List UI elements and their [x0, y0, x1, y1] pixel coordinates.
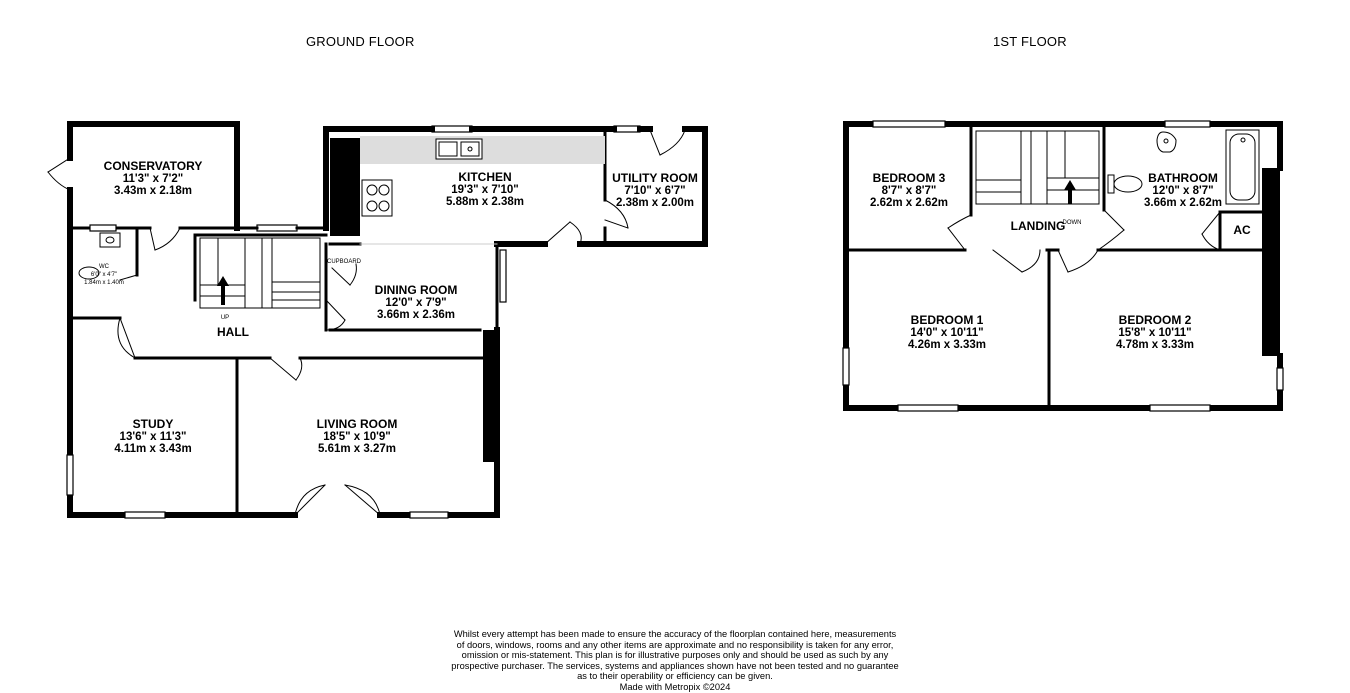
- kitchen-tall-units: [330, 138, 360, 236]
- bedroom1-metric: 4.26m x 3.33m: [907, 339, 987, 351]
- stairs-up-label: UP: [220, 315, 230, 321]
- living-room-french-doors: [295, 485, 380, 515]
- hob-icon: [362, 180, 392, 216]
- conservatory-imperial: 11'3" x 7'2": [122, 173, 184, 185]
- wc-imperial: 6'0" x 4'7": [90, 272, 118, 278]
- sink-icon: [436, 139, 482, 159]
- first-floor-chimney: [1262, 168, 1280, 356]
- bedroom2-metric: 4.78m x 3.33m: [1115, 339, 1195, 351]
- utility-metric: 2.38m x 2.00m: [615, 197, 695, 209]
- ground-floor-title: GROUND FLOOR: [306, 34, 415, 49]
- bedroom1-name: BEDROOM 1: [910, 313, 984, 327]
- dining-imperial: 12'0" x 7'9": [385, 297, 447, 309]
- bedroom2-imperial: 15'8" x 10'11": [1118, 327, 1192, 339]
- study-imperial: 13'6" x 11'3": [119, 431, 187, 443]
- utility-name: UTILITY ROOM: [612, 171, 698, 185]
- utility-imperial: 7'10" x 6'7": [624, 185, 686, 197]
- study-metric: 4.11m x 3.43m: [114, 443, 192, 455]
- bedroom3-name: BEDROOM 3: [872, 171, 946, 185]
- kitchen-metric: 5.88m x 2.38m: [445, 196, 525, 208]
- first-floor-title: 1ST FLOOR: [993, 34, 1067, 49]
- bathroom-name: BATHROOM: [1148, 171, 1218, 185]
- airing-cupboard-label: AC: [1233, 223, 1251, 237]
- metropix-credit: Made with Metropix ©2024: [619, 681, 731, 692]
- kitchen-imperial: 19'3" x 7'10": [451, 184, 519, 196]
- study-name: STUDY: [132, 417, 174, 431]
- conservatory-metric: 3.43m x 2.18m: [113, 185, 193, 197]
- bedroom1-imperial: 14'0" x 10'11": [910, 327, 984, 339]
- conservatory-name: CONSERVATORY: [103, 159, 203, 173]
- chimney-breast: [483, 330, 497, 462]
- bathroom-metric: 3.66m x 2.62m: [1143, 197, 1223, 209]
- living-name: LIVING ROOM: [316, 417, 398, 431]
- dining-metric: 3.66m x 2.36m: [376, 309, 456, 321]
- conservatory-door: [48, 158, 70, 190]
- disclaimer-line: prospective purchaser. The services, systems and appliances shown have not been tested and no guarantee: [451, 660, 899, 671]
- first-floor-doors: [948, 210, 1220, 272]
- landing-name: LANDING: [1010, 219, 1066, 233]
- kitchen-name: KITCHEN: [458, 170, 512, 184]
- bedroom3-imperial: 8'7" x 8'7": [881, 185, 937, 197]
- disclaimer-line: as to their operability or efficiency can be given.: [577, 671, 773, 681]
- wc-name: WC: [99, 264, 109, 270]
- disclaimer-line: of doors, windows, rooms and any other items are approximate and no responsibility is taken for any error,: [456, 639, 894, 650]
- bathroom-imperial: 12'0" x 8'7": [1152, 185, 1214, 197]
- living-metric: 5.61m x 3.27m: [317, 443, 397, 455]
- bedroom3-metric: 2.62m x 2.62m: [869, 197, 949, 209]
- bedroom2-name: BEDROOM 2: [1118, 313, 1192, 327]
- disclaimer-line: Whilst every attempt has been made to ensure the accuracy of the floorplan contained here, measurements: [453, 629, 897, 639]
- disclaimer-line: omission or mis-statement. This plan is for illustrative purposes only and should be used as such by any: [461, 650, 889, 660]
- dining-name: DINING ROOM: [374, 283, 458, 297]
- hall-name: HALL: [217, 325, 249, 339]
- cupboard-label: CUPBOARD: [326, 259, 362, 265]
- wc-metric: 1.84m x 1.40m: [84, 280, 124, 286]
- staircase-ground: [200, 238, 320, 308]
- first-floor-plan: [843, 121, 1283, 411]
- stairs-down-label: DOWN: [1062, 220, 1082, 226]
- living-imperial: 18'5" x 10'9": [323, 431, 391, 443]
- landing-stairwell: [976, 131, 1099, 204]
- disclaimer: [420, 629, 930, 692]
